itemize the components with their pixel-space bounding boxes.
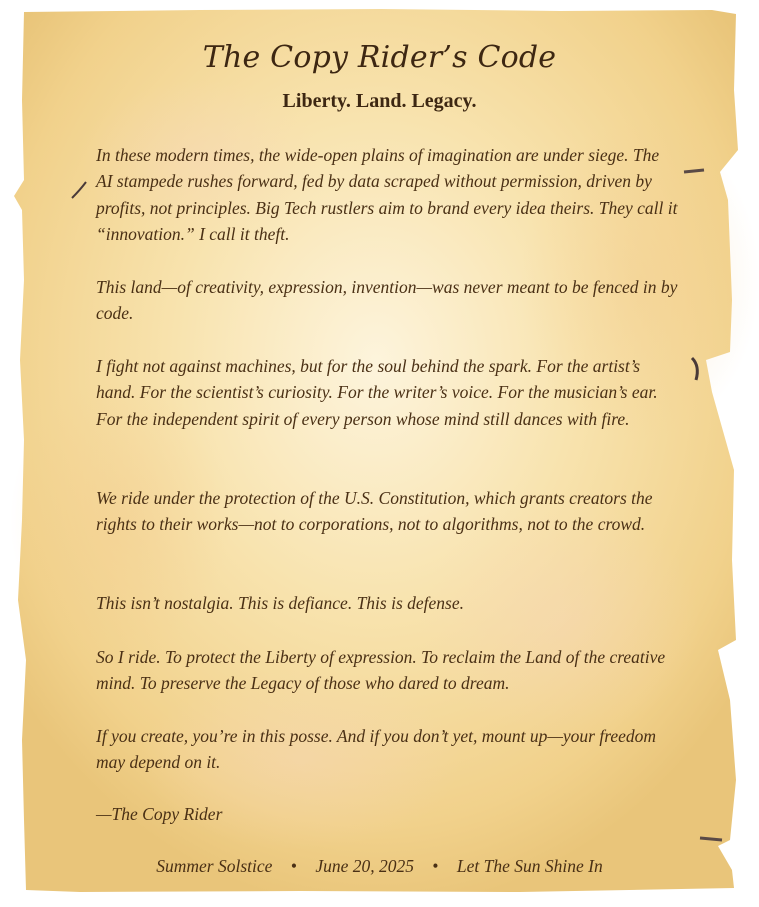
footer-occasion: Summer Solstice	[156, 856, 273, 876]
paragraph-1: In these modern times, the wide-open plains of imagination are under siege. The AI stampede rushes forward, fed by data scraped without permission, driven by profits, not principles. Big Tech rustlers aim to brand every idea theirs. They call it “innovation.” I call it theft.	[96, 145, 678, 244]
footer-separator-1: •	[290, 856, 297, 876]
paragraph-7: If you create, you’re in this posse. And if you don’t yet, mount up—your freedom may depend on it.	[96, 726, 657, 773]
document-subtitle: Liberty. Land. Legacy.	[282, 90, 477, 112]
paragraph-3: I fight not against machines, but for the soul behind the spark. For the artist’s hand. For the scientist’s curiosity. For the writer’s voice. For the musician’s ear. For the independent spirit of every person whose mind still dances with fire.	[96, 356, 658, 429]
paragraph-5: This isn’t nostalgia. This is defiance. This is defense.	[96, 593, 465, 613]
signature: —The Copy Rider	[96, 804, 223, 824]
footer-separator-2: •	[432, 856, 439, 876]
paragraph-4: We ride under the protection of the U.S. Constitution, which grants creators the rights to their works—not to corporations, not to algorithms, not to the crowd.	[96, 488, 653, 535]
footer-date: June 20, 2025	[315, 856, 414, 876]
footer-motto: Let The Sun Shine In	[456, 856, 603, 876]
paragraph-2: This land—of creativity, expression, invention—was never meant to be fenced in by code.	[96, 277, 678, 324]
document-title: The Copy Rider’s Code	[202, 40, 557, 75]
footer-line	[0, 853, 759, 879]
paragraph-6: So I ride. To protect the Liberty of expression. To reclaim the Land of the creative mind. To preserve the Legacy of those who dared to dream.	[96, 647, 666, 694]
